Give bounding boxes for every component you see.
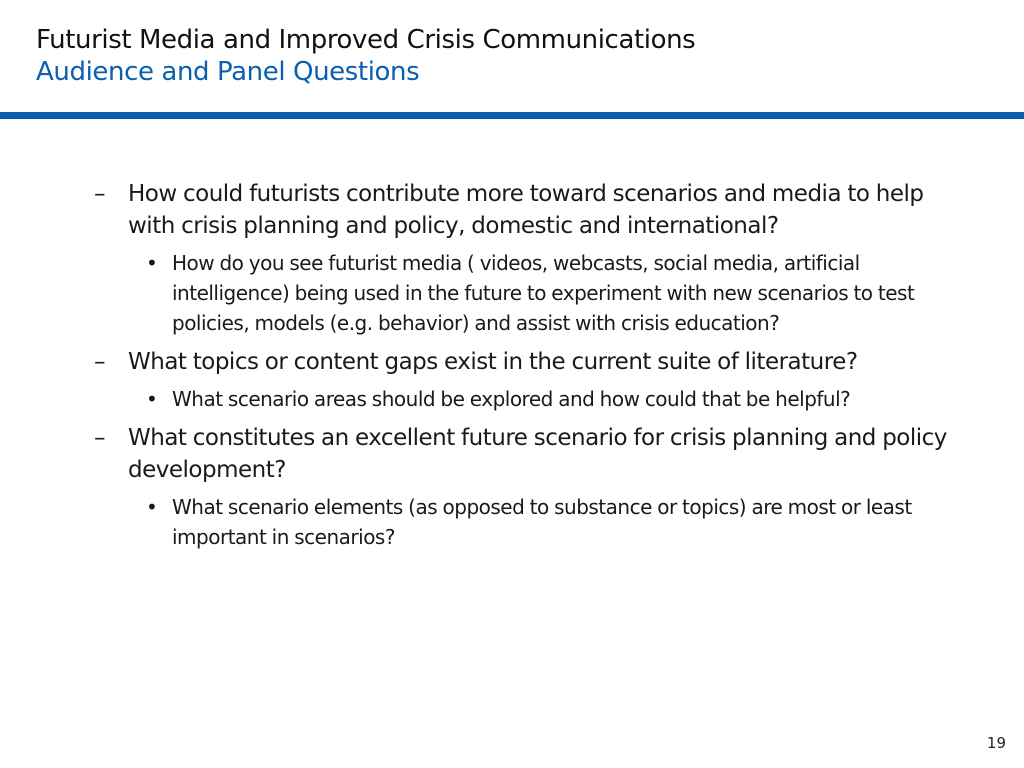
slide-title: Futurist Media and Improved Crisis Communications bbox=[36, 25, 696, 55]
dash-marker: – bbox=[94, 349, 106, 375]
slide-header bbox=[36, 24, 996, 88]
sub-question-text: What scenario elements (as opposed to substance or topics) are most or least important in scenarios? bbox=[172, 495, 912, 549]
sub-question-list bbox=[146, 492, 954, 552]
sub-question-item bbox=[146, 384, 954, 414]
dash-marker: – bbox=[94, 425, 106, 451]
question-text: What topics or content gaps exist in the current suite of literature? bbox=[128, 349, 858, 375]
bullet-marker: • bbox=[146, 251, 158, 275]
question-text: How could futurists contribute more toward scenarios and media to help with crisis planning and policy, domestic and international? bbox=[128, 181, 924, 239]
slide-subtitle: Audience and Panel Questions bbox=[36, 57, 420, 87]
sub-question-item bbox=[146, 248, 954, 338]
question-list bbox=[94, 178, 954, 560]
sub-question-list bbox=[146, 384, 954, 414]
question-text: What constitutes an excellent future scenario for crisis planning and policy development? bbox=[128, 425, 947, 483]
bullet-marker: • bbox=[146, 387, 158, 411]
bullet-marker: • bbox=[146, 495, 158, 519]
dash-marker: – bbox=[94, 181, 106, 207]
question-item bbox=[94, 178, 954, 338]
sub-question-item bbox=[146, 492, 954, 552]
question-item bbox=[94, 422, 954, 552]
page-number: 19 bbox=[986, 734, 1006, 752]
header-divider bbox=[0, 112, 1024, 119]
question-item bbox=[94, 346, 954, 414]
sub-question-text: What scenario areas should be explored and how could that be helpful? bbox=[172, 387, 851, 411]
sub-question-text: How do you see futurist media ( videos, webcasts, social media, artificial intelligence) being used in the future to experiment with new scenarios to test policies, models (e.g. behavior) and assist with crisis education? bbox=[172, 251, 915, 335]
sub-question-list bbox=[146, 248, 954, 338]
